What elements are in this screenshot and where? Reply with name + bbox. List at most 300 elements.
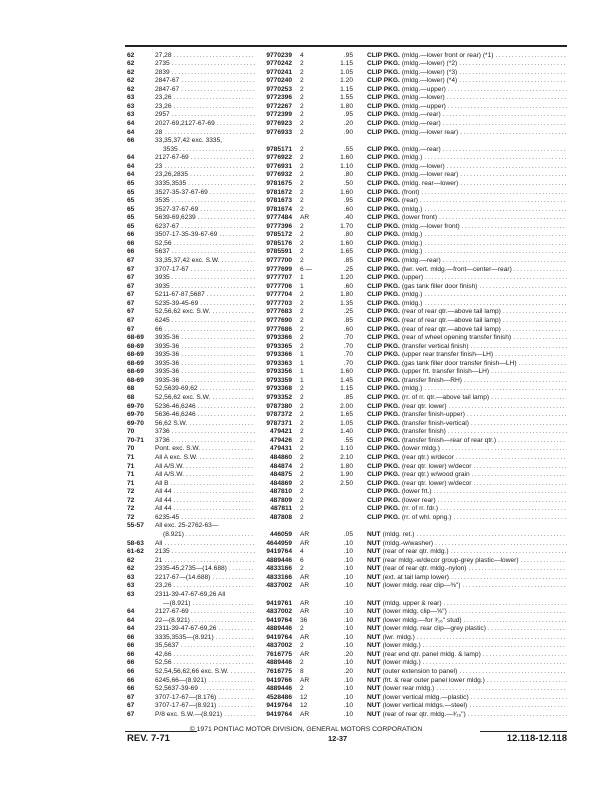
part-number: 9785591	[266, 248, 292, 256]
table-row	[0, 531, 612, 540]
model-cell	[155, 651, 255, 660]
quantity: AR	[300, 531, 310, 538]
model-applicability: 3335,3535—(8.921)	[155, 633, 214, 641]
part-number: 9770240	[266, 77, 292, 85]
model-applicability: 3935-36	[155, 342, 180, 350]
model-applicability: 3707-17-67—(8.921)	[155, 702, 217, 710]
description-cell	[367, 351, 567, 360]
dot-leader	[191, 608, 255, 617]
part-number: 9793365	[266, 342, 292, 350]
part-name: CLIP PKG.	[367, 162, 400, 170]
model-year: 71	[127, 479, 135, 487]
model-applicability: 3935-36	[155, 376, 180, 384]
dot-leader	[443, 120, 567, 129]
quantity: 2	[300, 625, 304, 633]
dot-leader	[174, 582, 255, 591]
description-cell	[367, 403, 567, 412]
dot-leader	[222, 257, 255, 266]
part-detail: (rear mldg.-w/decor group-grey plastic—lower)	[382, 556, 519, 564]
dot-leader	[435, 540, 567, 549]
part-name: CLIP PKG.	[367, 453, 400, 461]
part-name: CLIP PKG.	[367, 436, 400, 444]
model-applicability: All A/S.W.	[155, 471, 184, 479]
quantity: 2	[300, 239, 304, 247]
dot-leader	[174, 651, 255, 660]
quantity: 2	[300, 334, 304, 342]
part-name: CLIP PKG.	[367, 248, 400, 256]
price: .10	[343, 659, 353, 667]
dot-leader	[459, 77, 567, 86]
model-applicability: 52,56,62 exc. S.W.	[155, 308, 211, 316]
model-year: 65	[127, 214, 135, 222]
part-number: 9781675	[266, 179, 292, 187]
table-row	[0, 565, 612, 574]
table-row	[0, 180, 612, 189]
model-cell	[155, 52, 255, 61]
part-number: 9777396	[266, 222, 292, 230]
dot-leader	[164, 540, 255, 549]
model-year: 62	[127, 60, 135, 68]
model-year: 72	[127, 505, 135, 513]
part-name: CLIP PKG.	[367, 265, 400, 273]
model-cell	[155, 471, 255, 480]
dot-leader	[181, 368, 255, 377]
model-year: 64	[127, 171, 135, 179]
quantity: 2	[300, 316, 304, 324]
dot-leader	[471, 420, 567, 429]
dot-leader	[200, 300, 255, 309]
model-cell	[155, 411, 255, 420]
description-cell	[367, 180, 567, 189]
description-cell	[367, 702, 567, 711]
part-name: CLIP PKG.	[367, 257, 400, 264]
table-row	[0, 103, 612, 112]
part-name: CLIP PKG.	[367, 376, 400, 384]
quantity: 2	[300, 385, 304, 393]
dot-leader	[449, 403, 567, 412]
model-year: 66	[127, 676, 135, 684]
part-detail: (rear qtr.) w/wood grain	[401, 471, 470, 479]
quantity: 2	[300, 471, 304, 479]
model-year: 62	[127, 51, 135, 59]
model-applicability: —(8.921)	[163, 599, 191, 607]
dot-leader	[420, 197, 567, 206]
description-cell	[367, 317, 567, 326]
price: .60	[343, 205, 353, 213]
part-detail: (gas tank filler door finish)	[401, 282, 478, 290]
dot-leader	[219, 231, 255, 240]
part-number: 9785171	[266, 145, 292, 153]
dot-leader	[172, 274, 255, 283]
description-cell	[367, 197, 567, 206]
model-year: 71	[127, 462, 135, 470]
part-number: 7616775	[266, 668, 292, 675]
model-applicability: 22—(8.921)	[155, 616, 190, 624]
model-applicability: 3335,3535	[155, 179, 187, 187]
part-detail: (lower rear mldg.)	[382, 685, 435, 693]
part-name: NUT	[367, 573, 381, 581]
model-year: 65	[127, 205, 135, 213]
model-applicability: 2847-67	[155, 77, 180, 85]
model-cell	[155, 480, 255, 489]
part-name: NUT	[367, 650, 381, 658]
part-detail: (mldg.)	[401, 231, 423, 239]
price: 1.05	[340, 419, 353, 427]
table-row	[0, 394, 612, 403]
model-year: 66	[127, 668, 135, 675]
dot-leader	[181, 514, 255, 523]
model-year: 67	[127, 710, 135, 718]
dot-leader	[443, 146, 567, 155]
description-cell	[367, 651, 567, 660]
description-cell	[367, 231, 567, 240]
dot-leader	[443, 111, 567, 120]
model-cell	[155, 69, 255, 78]
model-year: 63	[127, 582, 135, 590]
table-row	[0, 248, 612, 257]
model-year: 67	[127, 265, 135, 273]
dot-leader	[434, 488, 567, 497]
price: 1.15	[340, 85, 353, 93]
model-cell	[155, 60, 255, 69]
quantity: 1	[300, 368, 304, 376]
model-applicability: All exc. 25-2762-63—	[155, 522, 219, 530]
model-applicability: 3935-36	[155, 368, 180, 376]
quantity: 2	[300, 411, 304, 419]
model-applicability: 6235-45	[155, 513, 180, 521]
price: .20	[343, 120, 353, 127]
price: .10	[343, 608, 353, 616]
price: .85	[343, 394, 353, 401]
dot-leader	[513, 334, 567, 343]
part-name: CLIP PKG.	[367, 120, 400, 127]
dot-leader	[172, 283, 255, 292]
quantity: 1	[300, 351, 304, 359]
dot-leader	[424, 206, 567, 215]
table-row	[0, 480, 612, 489]
part-detail: (mldg.)	[401, 299, 423, 307]
table-row	[0, 651, 612, 660]
model-cell	[155, 180, 255, 189]
table-row	[0, 343, 612, 352]
table-row	[0, 617, 612, 626]
price: 2.50	[340, 479, 353, 487]
quantity: 2	[300, 205, 304, 213]
dot-leader	[174, 488, 256, 497]
model-year: 62	[127, 556, 135, 564]
dot-leader	[186, 531, 255, 540]
quantity: 2	[300, 179, 304, 187]
price: .40	[343, 214, 353, 222]
model-year: 66	[127, 231, 135, 239]
part-detail: (transfer finish-upper)	[401, 411, 465, 419]
description-cell	[367, 146, 567, 155]
part-detail: (frt. & rear outer panel lower mldg.)	[382, 676, 485, 684]
part-number: 4833166	[266, 565, 292, 573]
dot-leader	[174, 52, 255, 61]
dot-leader	[438, 497, 567, 506]
quantity: 2	[300, 685, 304, 693]
price: .50	[343, 179, 353, 187]
part-detail: (mldg. rear—lower)	[401, 179, 459, 187]
model-cell	[155, 103, 255, 112]
model-applicability: All 44	[155, 505, 172, 513]
quantity: 2	[300, 145, 304, 153]
dot-leader	[423, 642, 567, 651]
description-cell	[367, 248, 567, 257]
model-applicability: 2127-67-69	[155, 608, 189, 616]
dot-leader	[448, 86, 567, 95]
part-number: 9419764	[266, 548, 292, 556]
dot-leader	[460, 129, 567, 138]
part-detail: (mldg.—rear)	[401, 111, 441, 119]
model-year: 69-70	[127, 402, 144, 410]
quantity: 6 —	[300, 265, 313, 273]
dot-leader	[487, 677, 567, 686]
description-cell	[367, 103, 567, 112]
parts-list	[0, 52, 612, 720]
model-year: 70-71	[127, 436, 144, 444]
table-row	[0, 711, 612, 720]
dot-leader	[491, 394, 567, 403]
part-number: 4837002	[266, 642, 292, 650]
quantity: AR	[300, 214, 310, 222]
model-year: 71	[127, 471, 135, 479]
model-applicability: 5211-67-87,5687	[155, 291, 205, 299]
table-row	[0, 420, 612, 429]
part-name: CLIP PKG.	[367, 488, 400, 496]
model-year: 67	[127, 316, 135, 324]
table-row	[0, 257, 612, 266]
table-row	[0, 283, 612, 292]
part-detail: (mldg.—lower) (*2)	[401, 60, 458, 68]
part-detail: (mldg.—lower front or rear) (*1)	[401, 51, 494, 59]
part-detail: (rr. of rr. fdr.)	[401, 505, 439, 513]
price: .10	[343, 565, 353, 573]
dot-leader	[181, 377, 255, 386]
part-number: 9793368	[266, 385, 292, 393]
dot-leader	[473, 480, 567, 489]
price: .10	[343, 548, 353, 556]
part-name: NUT	[367, 548, 381, 556]
model-applicability: 3535	[163, 145, 178, 153]
part-number: 9777706	[266, 282, 292, 290]
table-row	[0, 600, 612, 609]
part-number: 9781673	[266, 197, 292, 205]
part-name: CLIP PKG.	[367, 359, 400, 367]
model-year: 66	[127, 685, 135, 693]
part-detail: (rear qtr. lower) w/decor	[401, 462, 472, 470]
dot-leader	[424, 385, 567, 394]
description-cell	[367, 343, 567, 352]
quantity: 1	[300, 274, 304, 282]
part-detail: (mldg.—lower rear)	[401, 128, 459, 136]
table-row	[0, 266, 612, 275]
dot-leader	[424, 231, 567, 240]
description-cell	[367, 600, 567, 609]
model-cell	[155, 659, 255, 668]
model-cell	[155, 702, 255, 711]
price: .80	[343, 231, 353, 239]
part-number: 9781674	[266, 205, 292, 213]
model-cell	[155, 291, 255, 300]
dot-leader	[424, 291, 567, 300]
model-cell	[155, 522, 255, 531]
model-year: 68-69	[127, 376, 144, 384]
model-year: 63	[127, 573, 135, 581]
dot-leader	[200, 206, 255, 215]
part-detail: (rear of rear qtr. mldg.—³⁄₁₆")	[382, 710, 466, 718]
table-row	[0, 69, 612, 78]
price: 2.10	[340, 453, 353, 461]
dot-leader	[192, 617, 255, 626]
price: 1.65	[340, 411, 353, 419]
price: 2.00	[340, 402, 353, 410]
dot-leader	[436, 685, 567, 694]
part-name: CLIP PKG.	[367, 496, 400, 504]
dot-leader	[181, 223, 255, 232]
model-applicability: 3935	[155, 274, 170, 282]
part-number: 9777690	[266, 316, 292, 324]
dot-leader	[439, 214, 567, 223]
model-applicability: 66	[155, 325, 163, 333]
part-name: NUT	[367, 676, 381, 684]
dot-leader	[198, 411, 255, 420]
model-cell	[155, 266, 255, 275]
dot-leader	[460, 171, 567, 180]
quantity: 2	[300, 402, 304, 410]
price: .05	[343, 531, 353, 538]
quantity: 8	[300, 668, 304, 675]
dot-leader	[172, 248, 255, 257]
model-year: 68-69	[127, 334, 144, 342]
table-row	[0, 223, 612, 232]
part-number: 9787372	[266, 411, 292, 419]
price: 1.10	[340, 445, 353, 453]
quantity: AR	[300, 633, 310, 641]
part-detail: (lwr. vert. mldg.—front—center—rear)	[401, 265, 512, 273]
quantity: 2	[300, 479, 304, 487]
description-cell	[367, 471, 567, 480]
dot-leader	[449, 608, 567, 617]
part-number: 484874	[269, 462, 292, 470]
price: 1.80	[340, 291, 353, 299]
model-cell	[155, 189, 255, 198]
part-detail: (mldg.-w/washer)	[382, 539, 434, 547]
quantity: 2	[300, 248, 304, 256]
model-year: 64	[127, 162, 135, 170]
dot-leader	[181, 360, 255, 369]
quantity: 2	[300, 496, 304, 504]
part-name: CLIP PKG.	[367, 128, 400, 136]
part-number: 9793359	[266, 376, 292, 384]
quantity: 2	[300, 102, 304, 110]
part-detail: (mldg.—lower) (*4)	[401, 77, 458, 85]
part-name: CLIP PKG.	[367, 505, 400, 513]
table-row	[0, 154, 612, 163]
description-cell	[367, 540, 567, 549]
model-year: 64	[127, 608, 135, 616]
description-cell	[367, 368, 567, 377]
price: .10	[343, 710, 353, 718]
quantity: 2	[300, 505, 304, 513]
model-applicability: 2027-69,2127-67-69	[155, 120, 215, 127]
model-cell	[155, 463, 255, 472]
part-number: 9772399	[266, 111, 292, 119]
model-cell	[163, 600, 255, 609]
part-name: NUT	[367, 599, 381, 607]
table-row	[0, 163, 612, 172]
table-row	[0, 300, 612, 309]
dot-leader	[171, 480, 255, 489]
model-cell	[155, 77, 255, 86]
dot-leader	[174, 103, 255, 112]
model-year: 66	[127, 659, 135, 667]
part-detail: (lower mldg.—for ³⁄₁₆" stud)	[382, 616, 462, 624]
part-detail: (transfer finish)	[401, 428, 446, 436]
part-detail: (lower vertical mldgs.—steel)	[382, 702, 468, 710]
part-number: 9777484	[266, 214, 292, 222]
model-applicability: 2335-45,2735—(14.688)	[155, 565, 227, 573]
dot-leader	[186, 463, 255, 472]
table-row	[0, 60, 612, 69]
part-number: 4644959	[266, 539, 292, 547]
quantity: 12	[300, 702, 308, 710]
part-name: CLIP PKG.	[367, 51, 400, 59]
part-detail: (rear of rear qtr.—above tail lamp)	[401, 316, 501, 324]
dot-leader	[218, 694, 255, 703]
dot-leader	[444, 600, 567, 609]
table-row	[0, 677, 612, 686]
part-name: CLIP PKG.	[367, 282, 400, 290]
quantity: 2	[300, 222, 304, 230]
model-year: 66	[127, 248, 135, 256]
dot-leader	[181, 351, 255, 360]
table-row	[0, 385, 612, 394]
model-applicability: 2217-67—(14.688)	[155, 573, 211, 581]
quantity: 2	[300, 231, 304, 239]
model-cell	[155, 257, 255, 266]
dot-leader	[424, 300, 567, 309]
description-cell	[367, 257, 567, 266]
part-detail: (mldg.—rear)	[401, 257, 441, 264]
quantity: 2	[300, 436, 304, 444]
part-number: 9777707	[266, 274, 292, 282]
description-cell	[367, 582, 567, 591]
model-year: 68	[127, 385, 135, 393]
description-cell	[367, 283, 567, 292]
model-cell	[155, 437, 255, 446]
quantity: 2	[300, 291, 304, 299]
model-cell	[155, 445, 255, 454]
part-number: 479431	[269, 445, 292, 453]
part-detail: (rr. of rr. qtr.—above tail lamp)	[401, 394, 490, 401]
price: .70	[343, 334, 353, 342]
model-year: 62	[127, 565, 135, 573]
part-detail: (mldg.)	[401, 205, 423, 213]
dot-leader	[483, 651, 567, 660]
model-applicability: 42,66	[155, 650, 172, 658]
model-year: 66	[127, 650, 135, 658]
part-detail: (ext. at tail lamp lower)	[382, 573, 449, 581]
table-row	[0, 146, 612, 155]
model-applicability: 3707-17-67	[155, 265, 189, 273]
dot-leader	[453, 514, 567, 523]
price: .60	[343, 282, 353, 290]
part-number: 9793352	[266, 394, 292, 401]
part-name: CLIP PKG.	[367, 179, 400, 187]
model-cell	[155, 163, 255, 172]
